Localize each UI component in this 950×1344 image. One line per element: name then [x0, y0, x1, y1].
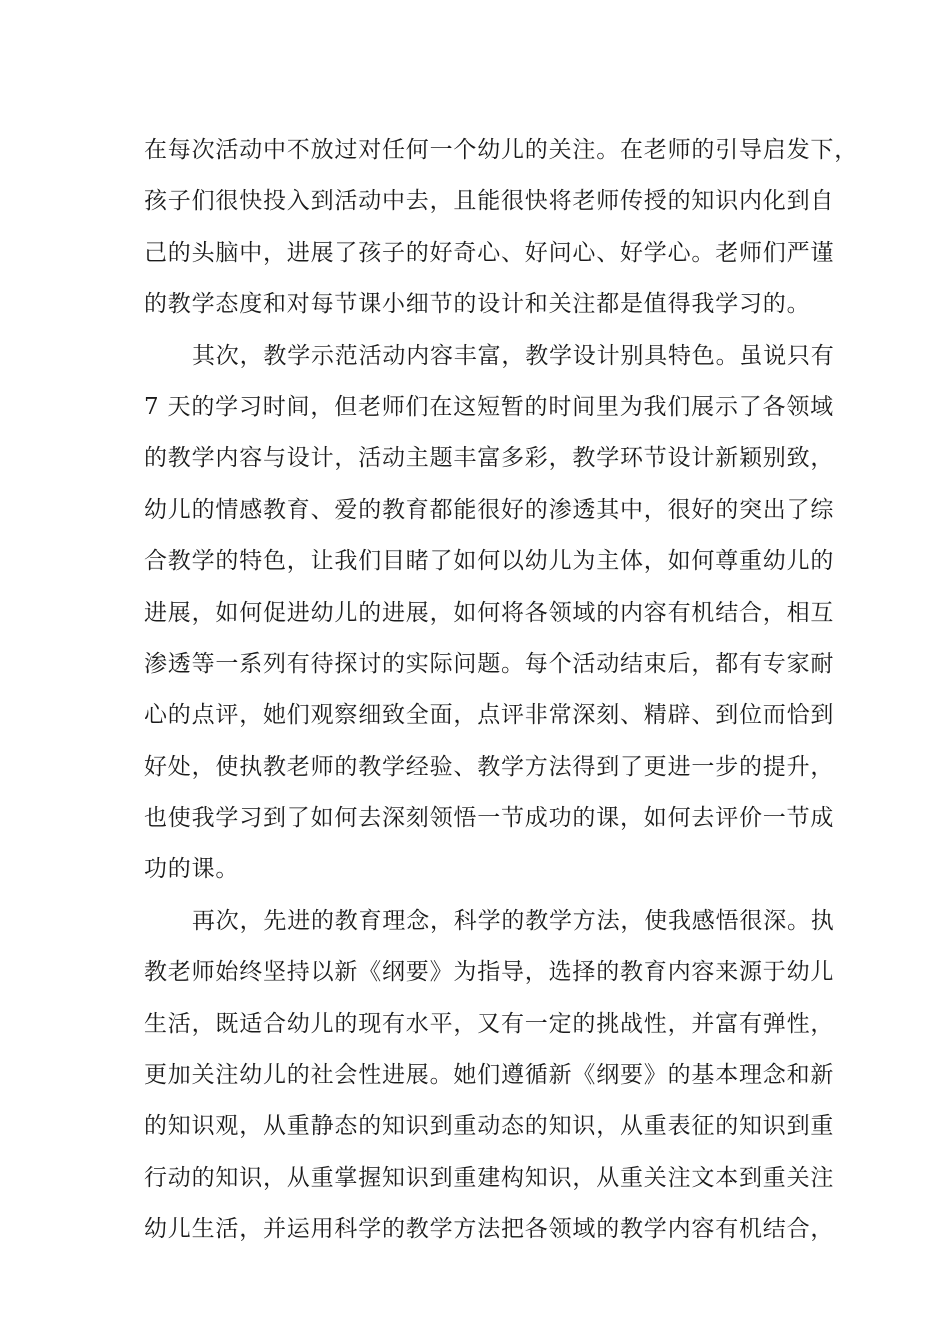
text-line: 再次，先进的教育理念，科学的教学方法，使我感悟很深。执: [192, 907, 835, 934]
paragraph-3: [144, 899, 835, 1259]
text-line: 合教学的特色，让我们目睹了如何以幼儿为主体，如何尊重幼儿的: [144, 548, 835, 575]
text-line: 的知识观，从重静态的知识到重动态的知识，从重表征的知识到重: [144, 1113, 835, 1140]
text-line: 生活，既适合幼儿的现有水平，又有一定的挑战性，并富有弹性，: [144, 1010, 835, 1037]
text-line: 好处，使执教老师的教学经验、教学方法得到了更进一步的提升，: [144, 753, 835, 780]
text-line: 的教学态度和对每节课小细节的设计和关注都是值得我学习的。: [144, 291, 811, 318]
text-line: 教老师始终坚持以新《纲要》为指导，选择的教育内容来源于幼儿: [144, 959, 835, 986]
text-line: 幼儿的情感教育、爱的教育都能很好的渗透其中，很好的突出了综: [144, 496, 835, 523]
text-line: 功的课。: [144, 856, 240, 883]
text-line: 7 天的学习时间，但老师们在这短暂的时间里为我们展示了各领域: [144, 393, 834, 420]
paragraph-1: [144, 128, 858, 334]
text-line: 在每次活动中不放过对任何一个幼儿的关注。在老师的引导启发下，: [144, 137, 858, 163]
text-line: 进展，如何促进幼儿的进展，如何将各领域的内容有机结合，相互: [144, 599, 835, 626]
text-line: 孩子们很快投入到活动中去，且能很快将老师传授的知识内化到自: [144, 188, 835, 215]
text-line: 行动的知识，从重掌握知识到重建构知识，从重关注文本到重关注: [144, 1164, 835, 1191]
text-line: 也使我学习到了如何去深刻领悟一节成功的课，如何去评价一节成: [144, 805, 835, 832]
text-line: 己的头脑中，进展了孩子的好奇心、好问心、好学心。老师们严谨: [144, 239, 835, 266]
document-body: [144, 128, 858, 1259]
text-line: 幼儿生活，并运用科学的教学方法把各领域的教学内容有机结合，: [144, 1216, 835, 1243]
text-line: 其次，教学示范活动内容丰富，教学设计别具特色。虽说只有: [192, 342, 835, 369]
paragraph-2: [144, 334, 835, 899]
text-line: 的教学内容与设计，活动主题丰富多彩，教学环节设计新颖别致，: [144, 445, 835, 472]
text-line: 心的点评，她们观察细致全面，点评非常深刻、精辟、到位而恰到: [144, 702, 835, 729]
text-line: 更加关注幼儿的社会性进展。她们遵循新《纲要》的基本理念和新: [144, 1062, 835, 1089]
text-line: 渗透等一系列有待探讨的实际问题。每个活动结束后，都有专家耐: [144, 650, 835, 677]
